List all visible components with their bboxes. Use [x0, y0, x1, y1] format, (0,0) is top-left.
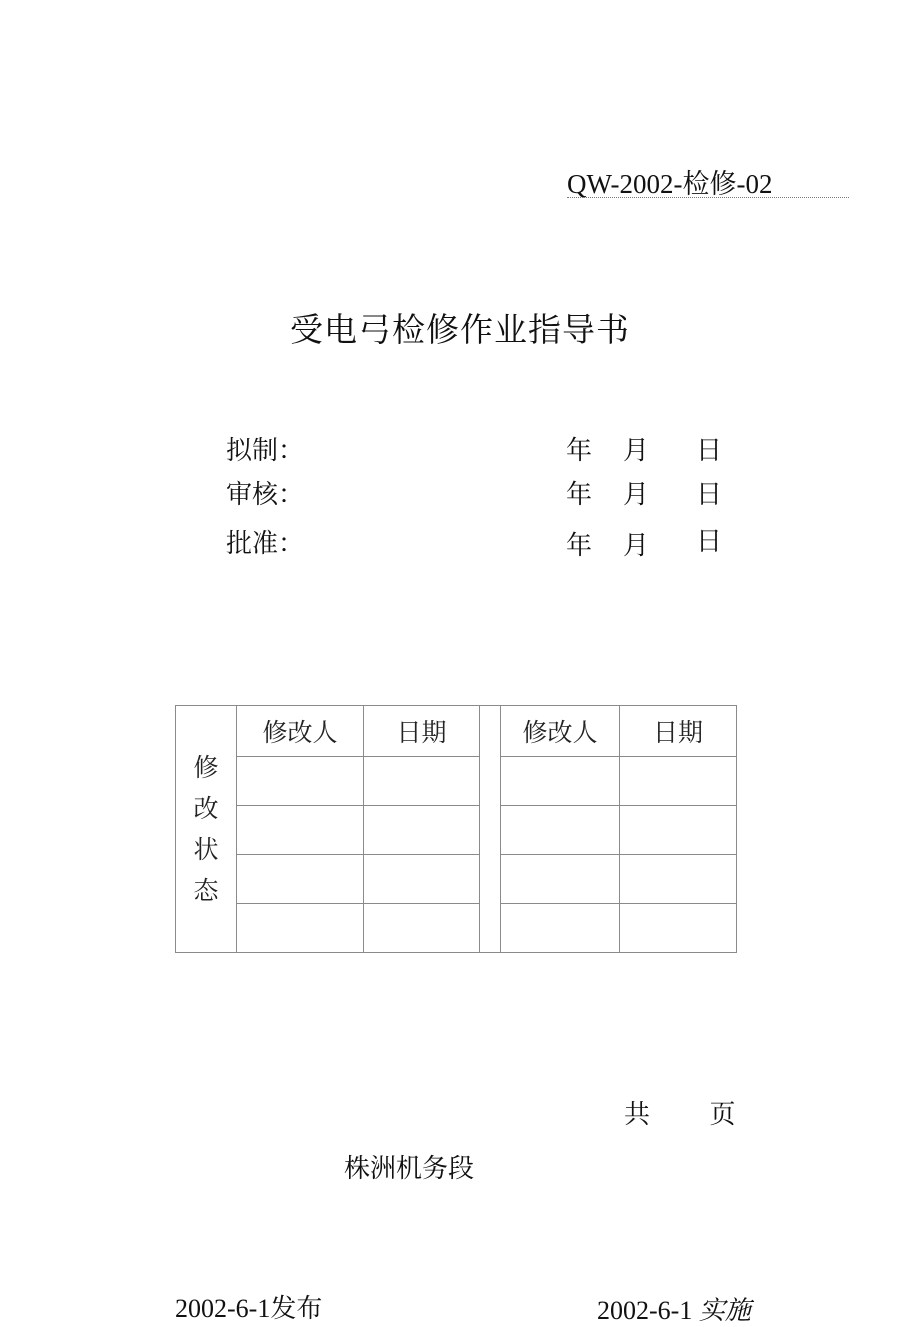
table-row: [176, 757, 737, 806]
table-cell: [620, 855, 737, 904]
document-number-underline: [567, 197, 849, 198]
table-row: [176, 855, 737, 904]
review-day: 日: [696, 480, 723, 510]
release-date: 2002-6-1: [175, 1294, 271, 1323]
organization-name: 株洲机务段: [344, 1154, 475, 1184]
revision-status-table: [175, 705, 737, 953]
review-month: 月: [623, 480, 650, 510]
implement-info: [597, 1290, 751, 1327]
table-row: [176, 806, 737, 855]
table-cell: [364, 757, 480, 806]
approve-label: 批准：: [226, 529, 305, 559]
total-label: 共: [624, 1100, 651, 1130]
page-count: [624, 1094, 736, 1131]
table-cell: [237, 855, 364, 904]
header-modifier-2: 修改人: [501, 706, 620, 757]
header-modifier-1: 修改人: [237, 706, 364, 757]
approve-year: 年: [566, 531, 593, 561]
document-title: 受电弓检修作业指导书: [290, 310, 630, 349]
review-label: 审核：: [226, 480, 305, 510]
draft-month: 月: [623, 436, 650, 466]
table-cell: [364, 904, 480, 953]
table-cell: [364, 855, 480, 904]
revision-status-label: 修 改 状 态: [176, 706, 237, 953]
table-cell: [364, 806, 480, 855]
table-cell: [501, 806, 620, 855]
table-cell: [501, 757, 620, 806]
pages-label: 页: [709, 1100, 736, 1130]
review-year: 年: [566, 480, 593, 510]
table-spacer-column: [480, 706, 501, 953]
draft-label: 拟制：: [226, 436, 305, 466]
table-cell: [620, 757, 737, 806]
approve-month: 月: [623, 531, 650, 561]
table-header-row: [176, 706, 737, 757]
table-cell: [501, 904, 620, 953]
approve-day: 日: [696, 527, 723, 557]
table-cell: [237, 904, 364, 953]
table-row: [176, 904, 737, 953]
table-cell: [237, 806, 364, 855]
table-cell: [620, 904, 737, 953]
header-date-1: 日期: [364, 706, 480, 757]
release-label: 发布: [270, 1294, 323, 1324]
table-cell: [237, 757, 364, 806]
draft-day: 日: [696, 436, 723, 466]
header-date-2: 日期: [620, 706, 737, 757]
implement-label: 实施: [698, 1296, 751, 1325]
table-cell: [501, 855, 620, 904]
table-cell: [620, 806, 737, 855]
document-number: QW-2002-检修-02: [567, 169, 773, 199]
implement-date: 2002-6-1: [597, 1296, 693, 1325]
draft-year: 年: [566, 436, 593, 466]
release-info: [175, 1288, 322, 1325]
